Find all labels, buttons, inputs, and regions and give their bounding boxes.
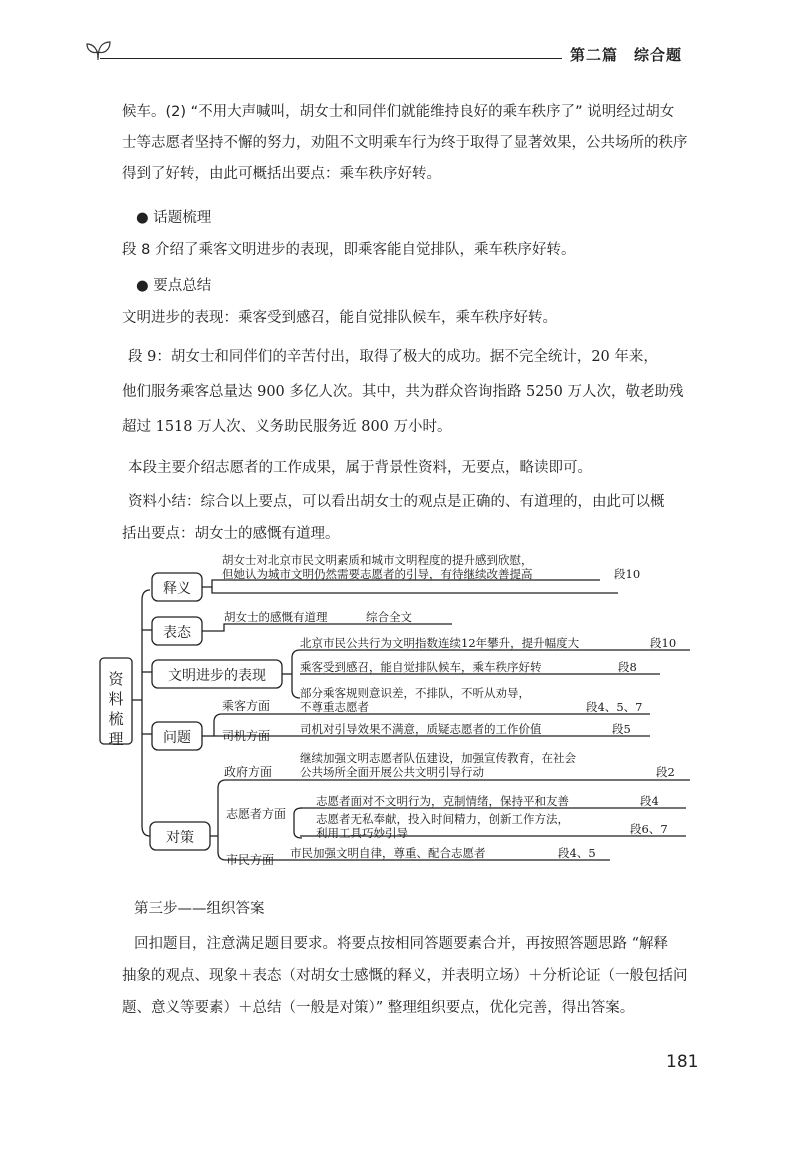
paragraph-line: 士等志愿者坚持不懈的努力，劝阻不文明乘车行为终于取得了显著效果，公共场所的秩序 <box>122 135 688 151</box>
leaf-ref: 段4、5、7 <box>586 700 643 714</box>
paragraph-line: 段 9：胡女士和同伴们的辛苦付出，取得了极大的成功。据不完全统计，20 年来， <box>128 349 658 365</box>
leaf-text: 志愿者面对不文明行为，克制情绪，保持平和友善 <box>316 794 569 808</box>
leaf-text: 乘客受到感召，能自觉排队候车，乘车秩序好转 <box>300 660 542 674</box>
leaf-text: 司机对引导效果不满意，质疑志愿者的工作价值 <box>300 722 542 736</box>
step-heading: 第三步——组织答案 <box>134 901 265 917</box>
leaf-text: 公共场所全面开展公共文明引导行动 <box>300 765 484 779</box>
root-char-3: 梳 <box>108 710 124 728</box>
paragraph-line: 段 8 介绍了乘客文明进步的表现，即乘客能自觉排队，乘车秩序好转。 <box>122 242 576 258</box>
leaf-ref: 段8 <box>618 660 637 674</box>
page-number: 181 <box>666 1052 699 1072</box>
leaf-ref: 段10 <box>650 636 677 650</box>
paragraph-line: 抽象的观点、现象＋表态（对胡女士感慨的释义，并表明立场）＋分析论证（一般包括问 <box>122 968 688 984</box>
header-part: 第二篇 <box>570 46 619 64</box>
paragraph-line: 回扣题目，注意满足题目要求。将要点按相同答题要素合并，再按照答题思路 “解释 <box>134 936 669 952</box>
leaf-ref: 段2 <box>656 765 675 779</box>
paragraph-line: 题、意义等要素）＋总结（一般是对策）” 整理组织要点，优化完善，得出答案。 <box>122 1000 635 1016</box>
leaf-ref: 段6、7 <box>630 822 668 836</box>
sub-shimin: 市民方面 <box>226 853 275 867</box>
leaf-text: 继续加强文明志愿者队伍建设，加强宣传教育，在社会 <box>300 751 576 765</box>
leaf-text: 利用工具巧妙引导 <box>316 826 408 840</box>
node-biaotai: 表态 <box>163 625 191 641</box>
leaf-text: 部分乘客规则意识差，不排队，不听从劝导， <box>300 686 530 700</box>
sub-zhiyuan: 志愿者方面 <box>226 807 287 821</box>
paragraph-line: 本段主要介绍志愿者的工作成果，属于背景性资料，无要点，略读即可。 <box>128 460 592 476</box>
sub-chengke: 乘客方面 <box>222 699 271 713</box>
leaf-text: 胡女士对北京市民文明素质和城市文明程度的提升感到欣慰， <box>222 553 533 567</box>
leaf-ref: 段4 <box>640 794 659 808</box>
node-shiyi: 释义 <box>163 581 191 597</box>
section-heading: ● 话题梳理 <box>136 210 212 226</box>
node-duice: 对策 <box>166 830 194 846</box>
leaf-ref: 段4、5 <box>558 846 596 860</box>
leaf-ref: 段10 <box>614 567 641 581</box>
leaf-text: 但她认为城市文明仍然需要志愿者的引导，有待继续改善提高 <box>222 567 533 581</box>
root-char-4: 理 <box>108 730 124 748</box>
node-wenti: 问题 <box>163 730 191 746</box>
header-section: 综合题 <box>634 46 683 64</box>
root-char-2: 料 <box>108 690 124 708</box>
sub-zhengfu: 政府方面 <box>224 765 273 779</box>
paragraph-line: 资料小结：综合以上要点，可以看出胡女士的观点是正确的、有道理的，由此可以概 <box>128 494 665 510</box>
paragraph-line: 超过 1518 万人次、义务助民服务近 800 万小时。 <box>122 419 452 435</box>
section-heading: ● 要点总结 <box>136 278 212 294</box>
leaf-text: 北京市民公共行为文明指数连续12年攀升，提升幅度大 <box>300 636 580 650</box>
paragraph-line: 得到了好转，由此可概括出要点：乘车秩序好转。 <box>122 166 441 182</box>
leaf-text: 胡女士的感慨有道理 <box>224 610 328 624</box>
paragraph-line: 文明进步的表现：乘客受到感召，能自觉排队候车，乘车秩序好转。 <box>122 310 557 326</box>
leaf-text: 志愿者无私奉献，投入时间精力，创新工作方法， <box>316 812 569 826</box>
root-char-1: 资 <box>108 670 124 688</box>
leaf-text: 不尊重志愿者 <box>300 700 369 714</box>
leaf-text: 市民加强文明自律，尊重、配合志愿者 <box>290 846 486 860</box>
sub-siji: 司机方面 <box>222 729 271 743</box>
paragraph-line: 他们服务乘客总量达 900 多亿人次。其中，共为群众咨询指路 5250 万人次，敬老助残 <box>122 384 684 400</box>
leaf-ref: 段5 <box>612 722 631 736</box>
node-wenming: 文明进步的表现 <box>168 668 266 684</box>
leaf-ref: 综合全文 <box>366 610 412 624</box>
paragraph-line: 括出要点：胡女士的感慨有道理。 <box>122 526 340 542</box>
paragraph-line: 候车。(2) “不用大声喊叫，胡女士和同伴们就能维持良好的乘车秩序了” 说明经过胡女 <box>122 104 675 120</box>
